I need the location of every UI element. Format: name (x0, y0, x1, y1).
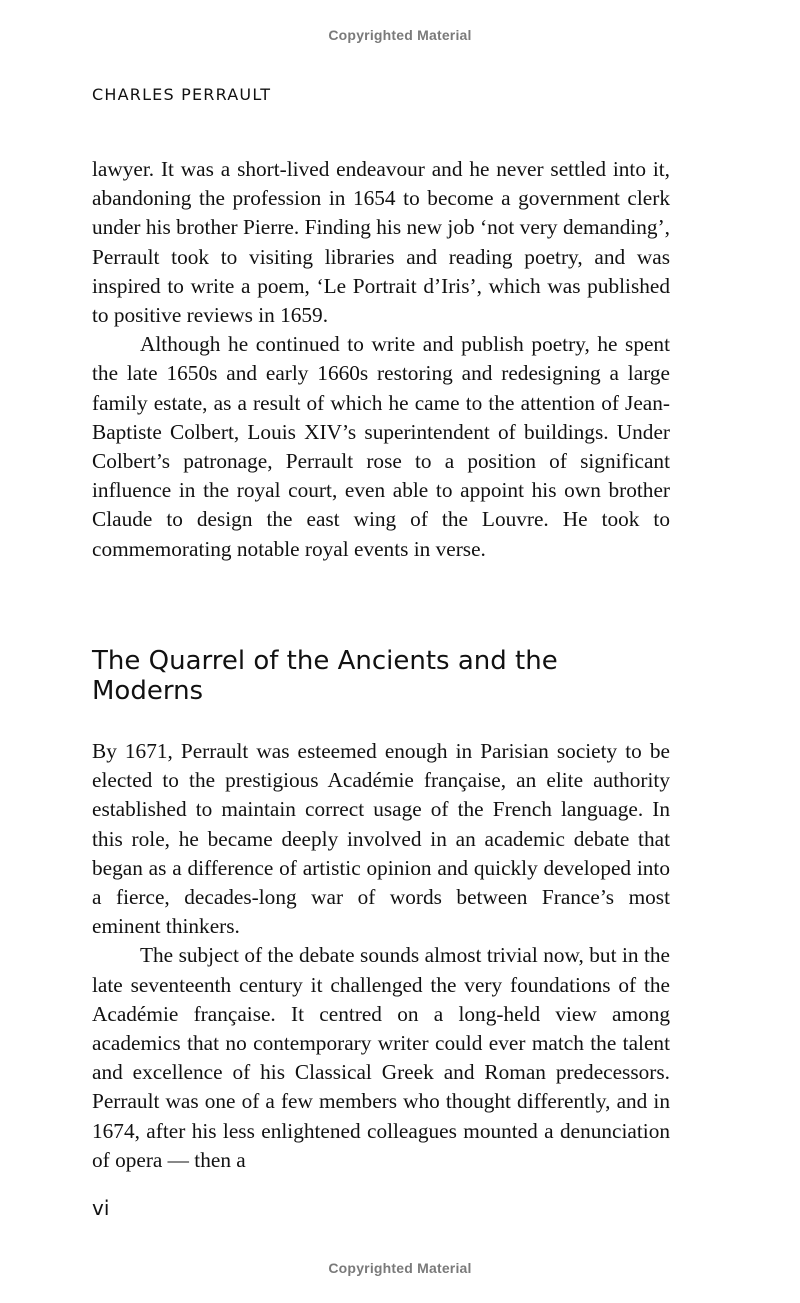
paragraph: lawyer. It was a short-lived endeavour and he never settled into it, abandoning the profession in 1654 to become a government clerk under his brother Pierre. Finding his new job ‘not very demanding’, Perrault took to visiting libraries and reading poetry, and was inspired to write a poem, ‘Le Portrait d’Iris’, which was published to positive reviews in 1659. (92, 157, 670, 328)
page-number: vi (92, 1196, 110, 1220)
paragraph: The subject of the debate sounds almost trivial now, but in the late seventeenth century it challenged the very foundations of the Académie française. It centred on a long-held view among academics that no contemporary writer could ever match the talent and excellence of his Classical Greek and Roman predecessors. Perrault was one of a few members who thought differently, and in 1674, after his less enlightened colleagues mounted a denunciation of opera — then a (92, 943, 670, 1172)
paragraph: Although he continued to write and publish poetry, he spent the late 1650s and early 1660s restoring and redesigning a large family estate, as a result of which he came to the attention of Jean-Baptiste Colbert, Louis XIV’s superintendent of buildings. Under Colbert’s patronage, Perrault rose to a position of significant influence in the royal court, even able to appoint his own brother Claude to design the east wing of the Louvre. He took to commemorating notable royal events in verse. (92, 332, 670, 561)
copyright-watermark-top: Copyrighted Material (328, 27, 472, 43)
body-text-after-heading (92, 737, 670, 1175)
paragraph: By 1671, Perrault was esteemed enough in Parisian society to be elected to the prestigious Académie française, an elite authority established to maintain correct usage of the French language. In this role, he became deeply involved in an academic debate that began as a difference of artistic opinion and quickly developed into a fierce, decades-long war of words between France’s most eminent thinkers. (92, 739, 670, 939)
body-text-before-heading (92, 155, 670, 564)
section-heading: The Quarrel of the Ancients and the Moderns (92, 646, 558, 706)
copyright-watermark-bottom: Copyrighted Material (328, 1260, 472, 1276)
running-head: CHARLES PERRAULT (92, 85, 272, 104)
